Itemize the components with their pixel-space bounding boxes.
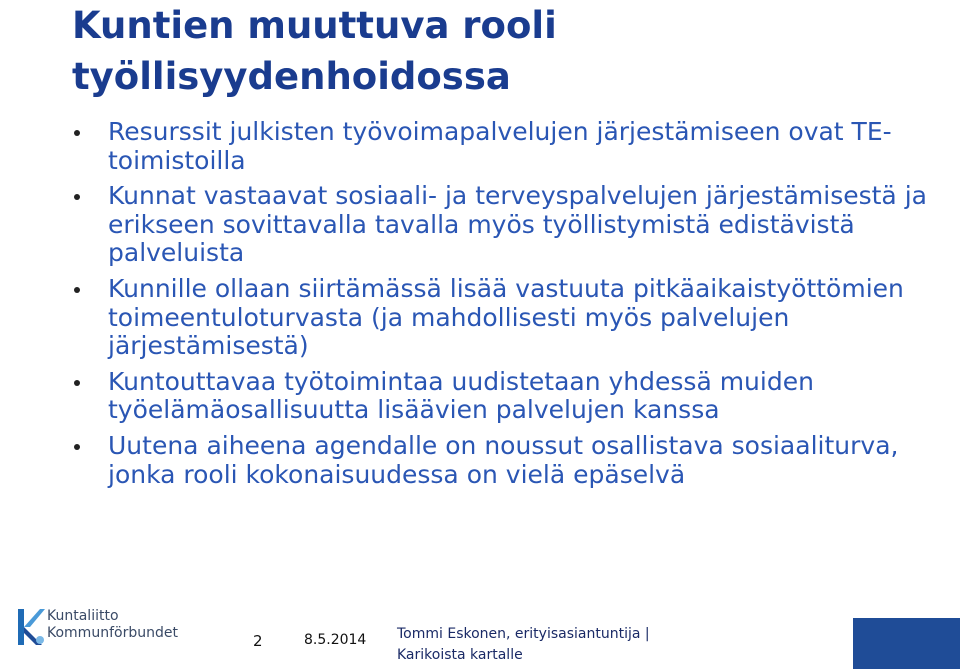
logo-line-2: Kommunförbundet [47, 625, 178, 641]
author-line-1: Tommi Eskonen, erityisasiantuntija | [397, 626, 650, 642]
kuntaliitto-logo [18, 605, 238, 651]
slide-date: 8.5.2014 [304, 632, 367, 648]
page-number: 2 [253, 632, 263, 650]
footer-author [397, 624, 697, 666]
bullet-text: Kuntouttavaa työtoimintaa uudistetaan yhdessä muiden työelämäosallisuutta lisäävien palvelujen kanssa [108, 366, 814, 425]
bullet-item [108, 182, 940, 268]
bullet-dot-icon [74, 444, 80, 450]
title-line-2: työllisyydenhoidossa [72, 55, 511, 98]
author-line-2: Karikoista kartalle [397, 647, 523, 663]
logo-line-1: Kuntaliitto [47, 608, 119, 624]
bullet-item [108, 368, 940, 425]
logo-text [47, 608, 178, 642]
bullet-list [108, 118, 940, 496]
bullet-text: Resurssit julkisten työvoimapalvelujen järjestämiseen ovat TE-toimistoilla [108, 117, 892, 175]
bullet-text: Uutena aiheena agendalle on noussut osallistava sosiaaliturva, jonka rooli kokonaisuudessa on vielä epäselvä [108, 430, 899, 489]
bullet-dot-icon [74, 130, 80, 136]
bullet-text: Kunnille ollaan siirtämässä lisää vastuuta pitkäaikaistyöttömien toimeentuloturvasta (ja mahdollisesti myös palvelujen järjestämisestä) [108, 273, 904, 361]
bullet-item [108, 275, 940, 361]
slide-title [72, 0, 942, 102]
bullet-text: Kunnat vastaavat sosiaali- ja terveyspalvelujen järjestämisestä ja erikseen sovittavalla tavalla myös työllistymistä edistävistä palveluista [108, 181, 927, 268]
title-line-1: Kuntien muuttuva rooli [72, 4, 557, 47]
kuntaliitto-logo-icon [18, 605, 46, 647]
accent-bar [853, 618, 960, 669]
bullet-dot-icon [74, 194, 80, 200]
bullet-item [108, 118, 940, 175]
bullet-item [108, 432, 940, 489]
bullet-dot-icon [74, 287, 80, 293]
bullet-dot-icon [74, 380, 80, 386]
